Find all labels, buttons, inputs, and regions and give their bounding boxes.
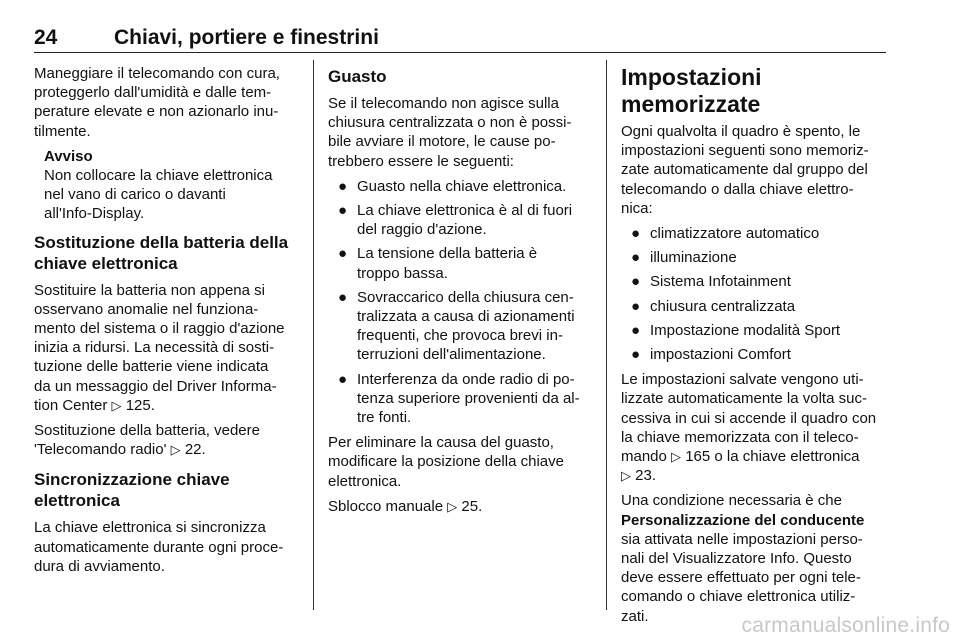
list-item: ● Guasto nella chiave elettronica.	[338, 177, 567, 195]
ref-arrow-icon: ▷	[447, 498, 458, 514]
ref-arrow-icon: ▷	[111, 397, 122, 413]
bullet-icon: ●	[338, 288, 348, 306]
stored-settings-list	[621, 224, 889, 364]
battery-see-paragraph: Sostituzione della batteria, vedere 'Telecomando radio' ▷ 22.	[34, 422, 260, 459]
list-item: ● Impostazione modalità Sport	[631, 321, 841, 339]
ref-arrow-icon: ▷	[671, 449, 682, 465]
column-divider	[606, 60, 607, 610]
watermark: carmanualsonline.info	[741, 614, 950, 637]
fix-paragraph: Per eliminare la causa del guasto, modificare la posizione della chiave elettronica.	[328, 434, 564, 490]
bullet-icon: ●	[338, 202, 348, 220]
driver-personalization-term: Personalizzazione del conducente	[621, 511, 865, 529]
list-item: ● impostazioni Comfort	[631, 346, 791, 364]
heading-battery-replacement: Sostituzione della batteria della chiave elettronica	[34, 232, 289, 273]
fault-intro: Se il telecomando non agisce sulla chiusura centralizzata o non è possi- bile avviare il motore, le cause po- trebbero essere le seguenti:	[328, 95, 572, 170]
list-item: ● Sistema Infotainment	[631, 273, 791, 291]
list-item: ● Interferenza da onde radio di po- tenza superiore provenienti da al- tre fonti.	[338, 370, 580, 427]
bullet-icon: ●	[338, 370, 348, 388]
bullet-icon: ●	[631, 297, 641, 315]
column-divider	[313, 60, 314, 610]
bullet-icon: ●	[631, 225, 641, 243]
page-number: 24	[34, 26, 58, 49]
list-item: ● climatizzatore automatico	[631, 225, 820, 243]
heading-key-sync: Sincronizzazione chiave elettronica	[34, 470, 230, 511]
page-ref-link[interactable]: 25.	[461, 497, 483, 515]
chapter-title: Chiavi, portiere e finestrini	[114, 26, 379, 49]
ref-arrow-icon: ▷	[621, 468, 631, 484]
battery-paragraph: Sostituire la batteria non appena si osservano anomalie nel funziona- mento del sistema o il raggio d'azione inizia a ridursi. La necessità di sosti- tuzione delle batterie viene indicata da un messaggio del Driver Informa- tion Center ▷ 125.	[34, 281, 285, 414]
intro-paragraph: Maneggiare il telecomando con cura, proteggerlo dall'umidità e dalle tem- perature elevate e non azionarlo inu- tilmente.	[34, 65, 280, 140]
page-ref-link[interactable]: 22.	[184, 441, 206, 459]
note-box	[44, 147, 302, 224]
saved-paragraph: Le impostazioni salvate vengono uti- lizzate automaticamente la volta suc- cessiva in cui si accende il quadro con la chiave memorizzata con il teleco- mando ▷ 165 o la chiave elettronica ▷ 23.	[621, 371, 877, 485]
column-left	[34, 64, 302, 582]
note-title: Avviso	[44, 147, 93, 165]
bullet-icon: ●	[338, 245, 348, 263]
ref-arrow-icon: ▷	[170, 442, 181, 458]
page-header	[34, 26, 886, 53]
list-item: ● chiusura centralizzata	[631, 297, 796, 315]
column-right	[621, 64, 889, 632]
bullet-icon: ●	[631, 321, 641, 339]
stored-intro: Ogni qualvolta il quadro è spento, le impostazioni seguenti sono memoriz- zate automaticamente dal gruppo del telecomando o dalla chiave elettro- nica:	[621, 123, 869, 217]
bullet-icon: ●	[631, 249, 641, 267]
bullet-icon: ●	[338, 177, 348, 195]
bullet-icon: ●	[631, 273, 641, 291]
list-item: ● La chiave elettronica è al di fuori del raggio d'azione.	[338, 202, 573, 239]
fault-causes-list	[328, 177, 590, 427]
column-middle	[328, 64, 590, 522]
heading-fault: Guasto	[328, 67, 387, 86]
note-text: Non collocare la chiave elettronica nel vano di carico o davanti all'Info-Display.	[44, 167, 273, 223]
list-item: ● Sovraccarico della chiusura cen- tralizzata a causa di azionamenti frequenti, che provoca brevi in- terruzioni dell'alimentazione.	[338, 288, 575, 364]
heading-stored-settings: Impostazioni memorizzate	[621, 64, 762, 117]
list-item: ● illuminazione	[631, 249, 737, 267]
sync-paragraph: La chiave elettronica si sincronizza automaticamente durante ogni proce- dura di avviamento.	[34, 519, 284, 575]
bullet-icon: ●	[631, 346, 641, 364]
condition-paragraph: Una condizione necessaria è che Personalizzazione del conducente sia attivata nelle impostazioni perso- nali del Visualizzatore Info. Questo deve essere effettuato per ogni tele- comando o chiave elettronica utiliz- zati.	[621, 492, 865, 625]
page-ref-link[interactable]: 23.	[635, 467, 657, 485]
page-ref-link[interactable]: 125.	[125, 396, 155, 414]
page-ref-link[interactable]: 165 o la chiave elettronica	[685, 448, 860, 466]
manual-unlock-paragraph: Sblocco manuale ▷ 25.	[328, 497, 483, 515]
list-item: ● La tensione della batteria è troppo bassa.	[338, 245, 538, 282]
